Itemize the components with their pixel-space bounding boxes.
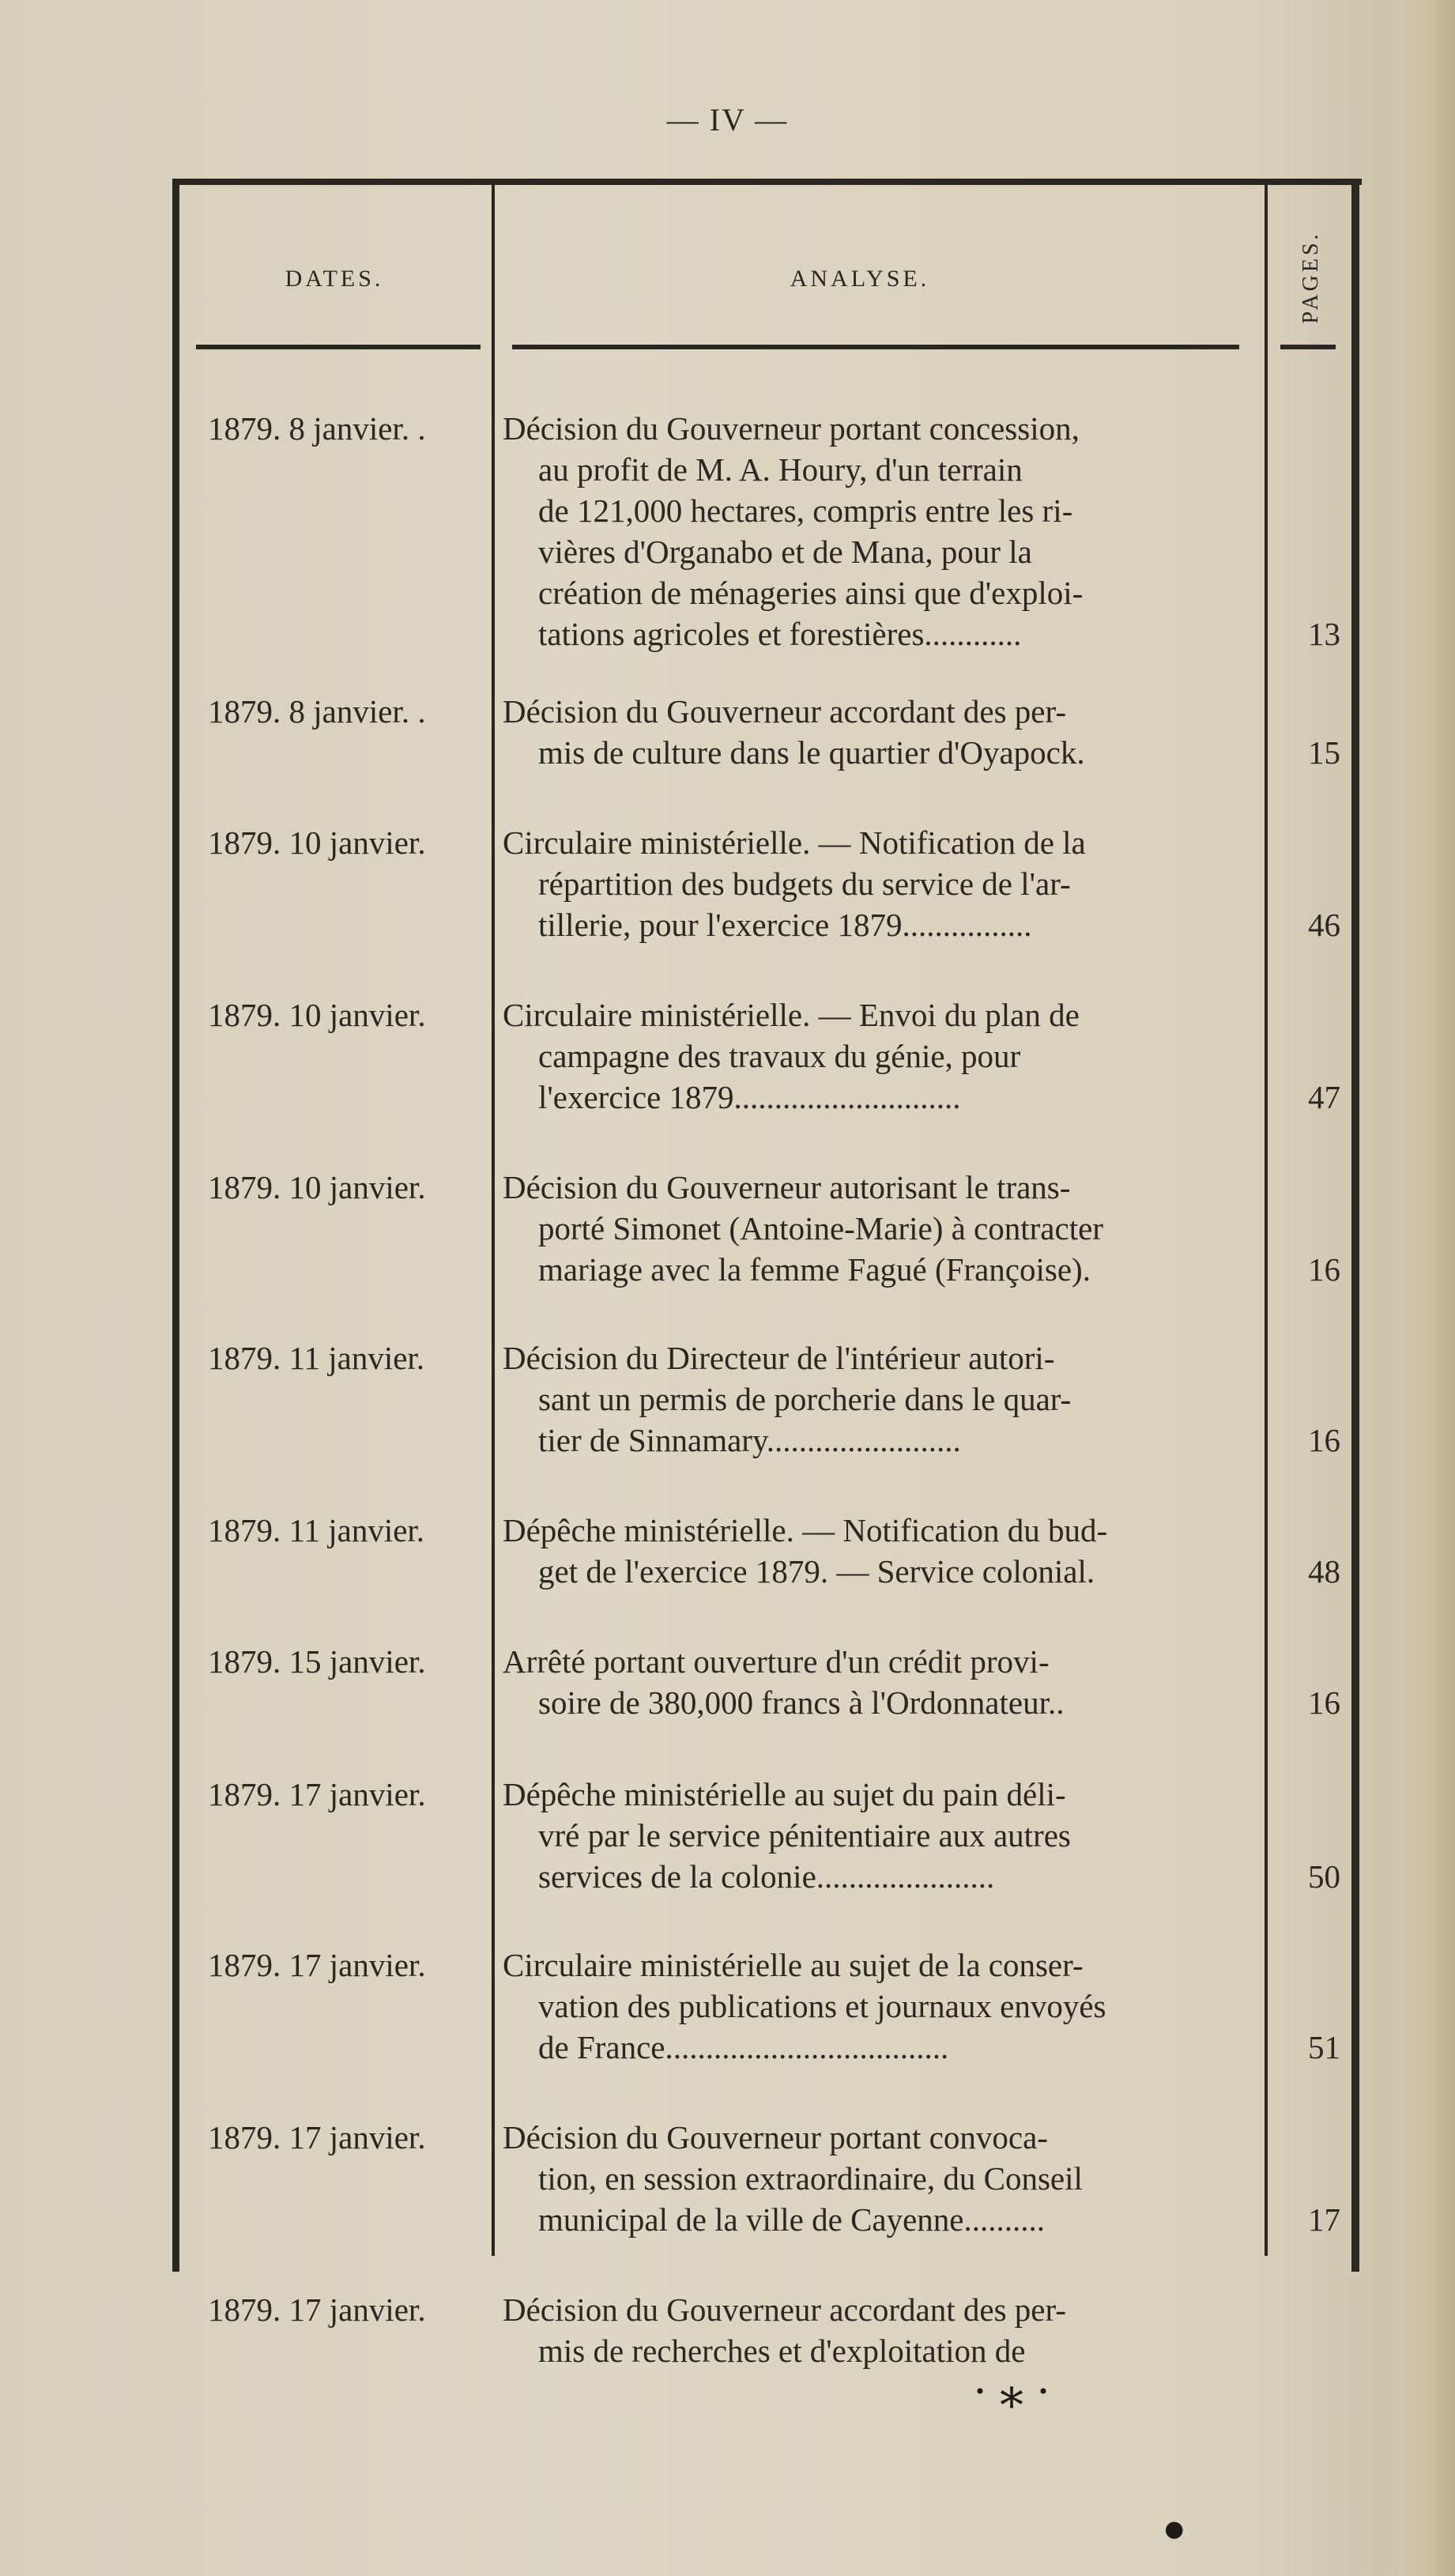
entry-page-number: 48: [1308, 1553, 1340, 1590]
entry-date: 1879. 8 janvier. .: [208, 410, 426, 447]
page-edge-shadow: [1400, 0, 1455, 2576]
entry-page-number: 15: [1308, 734, 1340, 771]
entry-page-number: 51: [1308, 2029, 1340, 2065]
entry-analysis-line: de 121,000 hectares, compris entre les ri-: [538, 492, 1073, 529]
entry-date: 1879. 10 janvier.: [208, 1169, 426, 1205]
header-rule-pages: [1280, 345, 1336, 349]
entry-analysis-line: municipal de la ville de Cayenne..........: [538, 2201, 1046, 2238]
entry-analysis-line: mis de recherches et d'exploitation de: [538, 2333, 1026, 2369]
entry-analysis: [503, 1510, 1261, 1592]
entry-page-number: 17: [1308, 2201, 1340, 2238]
entry-analysis-line: soire de 380,000 francs à l'Ordonnateur..: [538, 1684, 1065, 1721]
ink-specks: · ⁎ ·: [972, 2365, 1051, 2417]
entry-analysis-line: tations agricoles et forestières............: [538, 616, 1022, 652]
entry-analysis-line: campagne des travaux du génie, pour: [538, 1038, 1021, 1074]
entry-date: 1879. 8 janvier. .: [208, 693, 426, 730]
ink-blot: •: [1162, 2491, 1187, 2570]
entry-analysis-line: Circulaire ministérielle au sujet de la conser-: [503, 1947, 1084, 1983]
entry-analysis: [503, 1337, 1261, 1461]
entry-analysis-line: Circulaire ministérielle. — Envoi du plan de: [503, 997, 1080, 1033]
entry-date: 1879. 10 janvier.: [208, 997, 426, 1033]
entry-page-number: 16: [1308, 1684, 1340, 1721]
entry-analysis-line: vré par le service pénitentiaire aux autres: [538, 1817, 1071, 1854]
entry-analysis: [503, 994, 1261, 1118]
entry-page-number: 16: [1308, 1251, 1340, 1288]
entry-analysis-line: Décision du Directeur de l'intérieur autori-: [503, 1340, 1055, 1376]
entry-analysis-line: tier de Sinnamary........................: [538, 1422, 961, 1458]
entry-analysis-line: répartition des budgets du service de l'ar-: [538, 866, 1071, 902]
entry-date: 1879. 15 janvier.: [208, 1643, 426, 1680]
entry-analysis-line: tion, en session extraordinaire, du Conseil: [538, 2160, 1083, 2197]
entry-analysis-line: get de l'exercice 1879. — Service colonial.: [538, 1553, 1095, 1590]
entry-analysis: [503, 1944, 1261, 2068]
entry-analysis-line: Décision du Gouverneur accordant des per-: [503, 2291, 1066, 2328]
entry-page-number: 47: [1308, 1079, 1340, 1115]
entry-analysis-line: mis de culture dans le quartier d'Oyapock.: [538, 734, 1085, 771]
entry-analysis-line: au profit de M. A. Houry, d'un terrain: [538, 451, 1023, 488]
table-right-border: [1351, 185, 1359, 2272]
entry-analysis-line: services de la colonie......................: [538, 1858, 995, 1895]
entry-analysis: [503, 1167, 1261, 1290]
entry-date: 1879. 17 janvier.: [208, 2291, 426, 2328]
entry-page-number: 13: [1308, 616, 1340, 652]
entry-analysis-line: Décision du Gouverneur accordant des per-: [503, 693, 1066, 730]
index-table: [172, 179, 1362, 2369]
entry-page-number: 50: [1308, 1858, 1340, 1895]
entry-page-number: 46: [1308, 907, 1340, 943]
entry-date: 1879. 11 janvier.: [208, 1512, 425, 1548]
entry-analysis-line: porté Simonet (Antoine-Marie) à contracter: [538, 1210, 1103, 1247]
column-header-pages: [1283, 214, 1339, 341]
entry-analysis-line: Dépêche ministérielle. — Notification du bud-: [503, 1512, 1108, 1548]
column-header-pages-label: PAGES.: [1299, 231, 1323, 324]
entry-analysis-line: Circulaire ministérielle. — Notification de la: [503, 824, 1086, 861]
entry-date: 1879. 11 janvier.: [208, 1340, 425, 1376]
entry-analysis: [503, 822, 1261, 945]
entry-page-number: 16: [1308, 1422, 1340, 1458]
column-header-dates: DATES.: [285, 266, 384, 292]
entry-analysis-line: vation des publications et journaux envoyés: [538, 1988, 1106, 2024]
entry-analysis-line: de France...................................: [538, 2029, 949, 2065]
entry-analysis: [503, 1641, 1261, 1723]
entry-analysis: [503, 2289, 1261, 2371]
entry-analysis: [503, 408, 1261, 654]
entry-analysis-line: vières d'Organabo et de Mana, pour la: [538, 534, 1032, 570]
entry-analysis: [503, 1774, 1261, 1897]
entry-analysis-line: Dépêche ministérielle au sujet du pain déli-: [503, 1776, 1066, 1812]
entry-analysis-line: Décision du Gouverneur portant convoca-: [503, 2119, 1048, 2155]
entry-analysis-line: Décision du Gouverneur portant concession,: [503, 410, 1080, 447]
entry-date: 1879. 17 janvier.: [208, 1776, 426, 1812]
table-left-border: [172, 185, 179, 2272]
entry-date: 1879. 10 janvier.: [208, 824, 426, 861]
entry-analysis-line: Arrêté portant ouverture d'un crédit provi-: [503, 1643, 1050, 1680]
entry-analysis-line: l'exercice 1879............................: [538, 1079, 961, 1115]
entry-analysis: [503, 2117, 1261, 2240]
column-header-analyse: ANALYSE.: [790, 266, 930, 292]
table-top-rule: [172, 179, 1362, 185]
entry-date: 1879. 17 janvier.: [208, 1947, 426, 1983]
entry-analysis-line: Décision du Gouverneur autorisant le trans-: [503, 1169, 1071, 1205]
pages-column-divider: [1265, 185, 1268, 2256]
entry-analysis-line: mariage avec la femme Fagué (Françoise).: [538, 1251, 1091, 1288]
entry-analysis: [503, 691, 1261, 773]
header-rule-dates: [196, 345, 481, 349]
entry-analysis-line: tillerie, pour l'exercice 1879................: [538, 907, 1032, 943]
header-rule-analyse: [512, 345, 1239, 349]
entry-analysis-line: création de ménageries ainsi que d'exploi-: [538, 575, 1084, 611]
page-header: — IV —: [666, 102, 789, 138]
entry-analysis-line: sant un permis de porcherie dans le quar-: [538, 1381, 1072, 1417]
entry-date: 1879. 17 janvier.: [208, 2119, 426, 2155]
